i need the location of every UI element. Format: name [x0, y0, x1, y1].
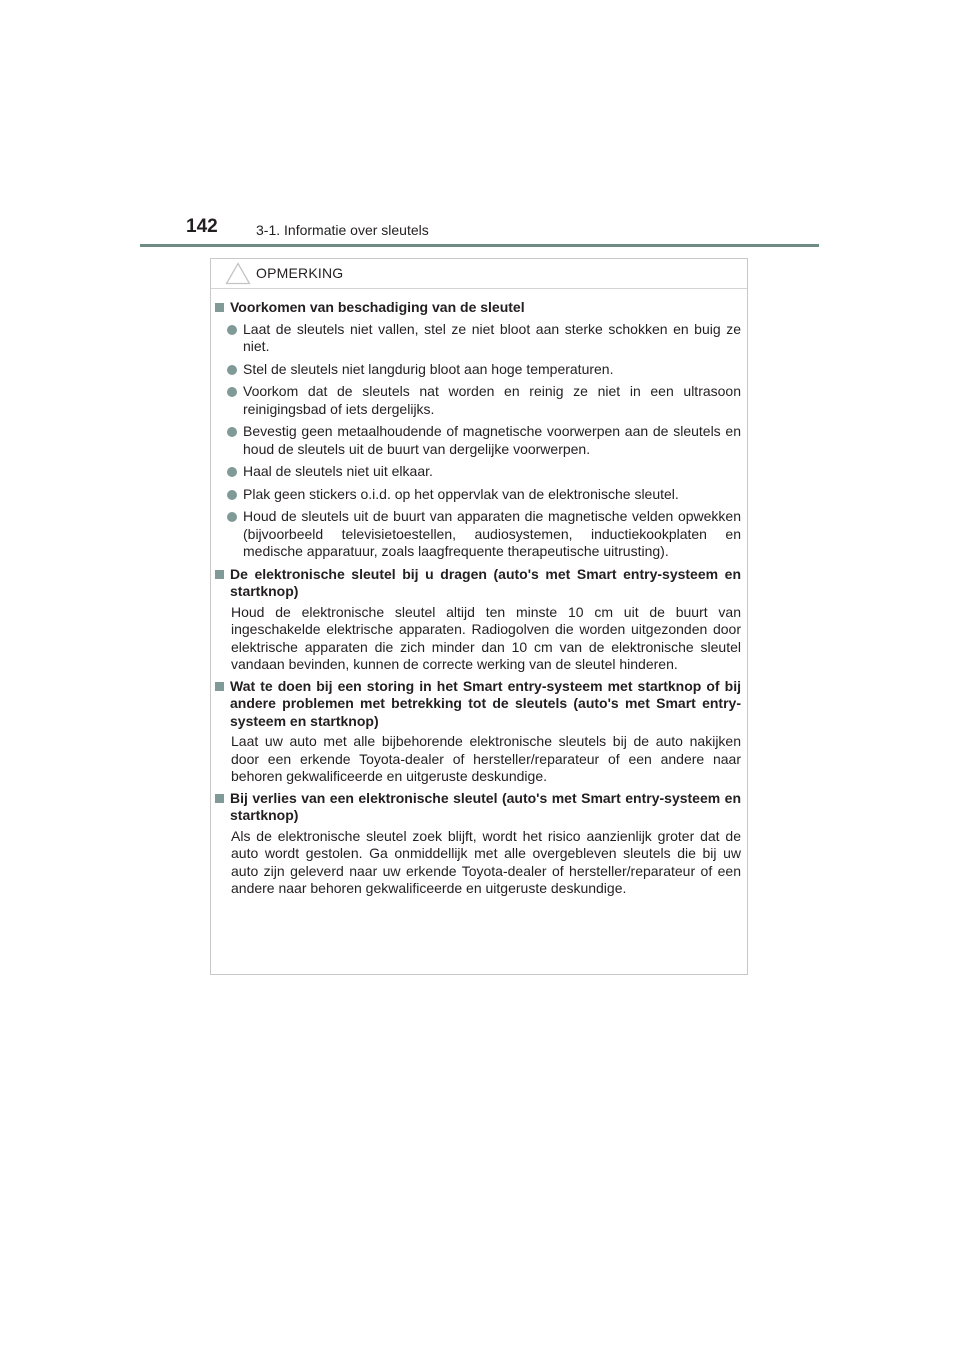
list-item — [227, 383, 741, 418]
section-key-damage — [215, 299, 741, 561]
square-bullet-icon — [215, 794, 224, 803]
circle-bullet-icon — [227, 512, 237, 522]
list-item-text: Stel de sleutels niet langdurig bloot aan hoge temperaturen. — [243, 360, 614, 377]
list-item — [227, 463, 741, 481]
section-title: 3-1. Informatie over sleutels — [256, 222, 429, 238]
list-item-text: Haal de sleutels niet uit elkaar. — [243, 463, 433, 479]
list-item — [227, 486, 741, 504]
list-item-text: Laat de sleutels niet vallen, stel ze niet bloot aan sterke schokken en buig ze niet. — [243, 320, 741, 354]
page-number: 142 — [186, 216, 218, 237]
section-lost-key — [215, 790, 741, 898]
section-paragraph: Als de elektronische sleutel zoek blijft, wordt het risico aanzienlijk groter dat de auto wordt gestolen. Ga onmiddellijk met alle overgebleven sleutels die bij uw auto zijn geleverd naar uw erkende Toyota-dealer of hersteller/reparateur of een andere naar behoren gekwalificeerde en uitgeruste deskundige. — [231, 827, 741, 896]
list-item-text: Plak geen stickers o.i.d. op het oppervlak van de elektronische sleutel. — [243, 485, 679, 502]
section-heading — [215, 299, 741, 317]
list-item-text: Voorkom dat de sleutels nat worden en reinig ze niet in een ultrasoon reinigingsbad of iets dergelijks. — [243, 383, 741, 417]
square-bullet-icon — [215, 303, 224, 312]
circle-bullet-icon — [227, 365, 237, 375]
section-heading-text: Wat te doen bij een storing in het Smart entry-systeem met startknop of bij andere problemen met betrekking tot de sleutels (auto's met Smart entry-systeem en startknop) — [230, 677, 741, 729]
header-rule — [140, 244, 819, 247]
list-item — [227, 361, 741, 379]
section-paragraph: Laat uw auto met alle bijbehorende elektronische sleutels bij de auto nakijken door een erkende Toyota-dealer of hersteller/reparateur of een andere naar behoren gekwalificeerde en uitgeruste deskundige. — [231, 733, 741, 784]
circle-bullet-icon — [227, 427, 237, 437]
square-bullet-icon — [215, 570, 224, 579]
notice-header — [211, 259, 747, 289]
list-item-text: Bevestig geen metaalhoudende of magnetische voorwerpen aan de sleutels en houd de sleutels uit de buurt van dergelijke voorwerpen. — [243, 423, 741, 457]
section-heading-text: Voorkomen van beschadiging van de sleutel — [230, 299, 525, 315]
circle-bullet-icon — [227, 387, 237, 397]
section-carrying-key — [215, 566, 741, 674]
section-heading — [215, 566, 741, 601]
circle-bullet-icon — [227, 490, 237, 500]
section-heading — [215, 790, 741, 825]
list-item — [227, 321, 741, 356]
list-item — [227, 423, 741, 458]
section-heading — [215, 678, 741, 731]
square-bullet-icon — [215, 682, 224, 691]
list-item-text: Houd de sleutels uit de buurt van apparaten die magnetische velden opwekken (bijvoorbeeld televisietoestellen, audiosystemen, inductiekookplaten en medische apparatuur, zoals laagfrequente therapeutische uitrusting). — [243, 508, 741, 559]
list-item — [227, 508, 741, 561]
section-heading-text: De elektronische sleutel bij u dragen (auto's met Smart entry-systeem en startknop) — [230, 565, 741, 599]
section-paragraph: Houd de elektronische sleutel altijd ten minste 10 cm uit de buurt van ingeschakelde elektrische apparaten. Radiogolven die worden uitgezonden door elektrische apparaten die zich minder dan 10 cm van de elektronische sleutel vandaan bevinden, kunnen de correcte werking van de sleutel hinderen. — [231, 603, 741, 672]
notice-box — [210, 258, 748, 975]
notice-content — [211, 289, 747, 898]
circle-bullet-icon — [227, 325, 237, 335]
circle-bullet-icon — [227, 467, 237, 477]
section-heading-text: Bij verlies van een elektronische sleutel (auto's met Smart entry-systeem en startknop) — [230, 789, 741, 823]
warning-triangle-icon — [225, 262, 251, 285]
section-malfunction — [215, 678, 741, 786]
notice-title: OPMERKING — [256, 265, 344, 281]
